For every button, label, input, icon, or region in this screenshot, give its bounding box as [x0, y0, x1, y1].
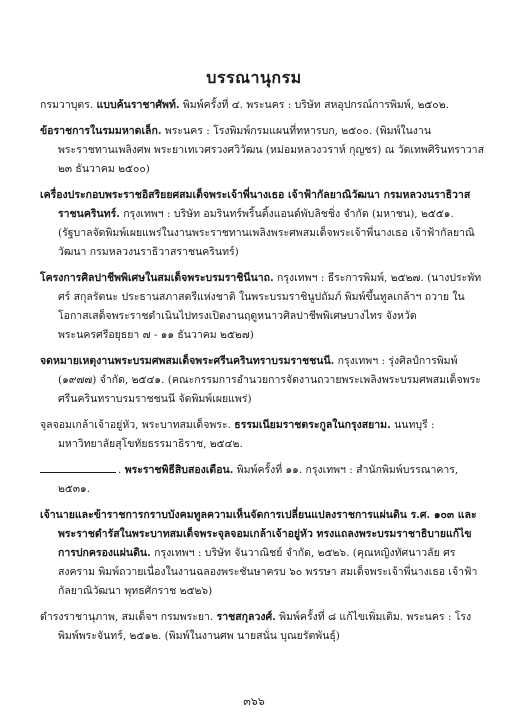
entry-publication-info: กรุงเทพฯ : บริษัท จันวาณิชย์ จำกัด, ๒๕๒๖. (คุณหญิงทัศนาวลัย ศรสงคราม พิมพ์ถวายเนื่องในงานฉลองพระชันษาครบ ๖๐ พรรษา สมเด็จพระเจ้าพี่นางเธอ เจ้าฟ้ากัลยาณิวัฒนา พุทธศักราช ๒๕๒๖)	[58, 547, 478, 597]
page-title: บรรณานุกรม	[206, 68, 302, 87]
bibliography-entry	[40, 352, 486, 409]
bibliography-entry	[40, 186, 486, 262]
entry-publication-info: กรุงเทพฯ : บริษัท อมรินทร์พริ้นติ้งแอนด์พับลิชชิ่ง จำกัด (มหาชน), ๒๕๕๑. (รัฐบาลจัดพิมพ์เผยแพร่ในงานพระราชทานเพลิงพระศพสมเด็จพระเจ้าพี่นางเธอ เจ้าฟ้ากัลยาณิวัฒนา กรมหลวงนราธิวาสราชนครินทร์)	[58, 208, 475, 258]
repeated-author-line	[40, 462, 116, 473]
entry-title: ข้อราชการในรมมหาดเล็ก.	[40, 125, 162, 137]
entry-publication-info: นนทบุรี : มหาวิทยาลัยสุโขทัยธรรมาธิราช, ๒๕๔๒.	[58, 419, 435, 450]
entry-publication-info: พิมพ์ครั้งที่ ๘ แก้ไขเพิ่มเติม. พระนคร : โรงพิมพ์พระจันทร์, ๒๕๑๒. (พิมพ์ในงานศพ นายสนั่น บุณยรัตพันธุ์)	[58, 611, 472, 642]
bibliography-entry: . พระราชพิธีสิบสองเดือน. พิมพ์ครั้งที่ ๑๑. กรุงเทพฯ : สำนักพิมพ์บรรณาคาร, ๒๕๓๑.	[40, 461, 486, 499]
bibliography-entry	[40, 269, 486, 345]
bibliography-entry	[40, 416, 486, 454]
entry-title: จดหมายเหตุงานพระบรมศพสมเด็จพระศรีนครินทราบรมราชชนนี.	[40, 355, 335, 367]
entry-author: กรมวาบุตร.	[40, 99, 94, 111]
page-number: ๓๖๖	[243, 695, 265, 708]
entry-publication-info: กรุงเทพฯ : รุ่งศิลป์การพิมพ์ (๑๙๗๗) จำกัด, ๒๕๔๑. (คณะกรรมการอำนวยการจัดงานถวายพระเพลิงพระบรมศพสมเด็จพระศรีนครินทราบรมราชชนนี จัดพิมพ์เผยแพร่)	[58, 355, 481, 405]
entry-title: โครงการศิลปาชีพพิเศษในสมเด็จพระบรมราชินีนาถ.	[40, 272, 274, 284]
bibliography-list	[0, 96, 508, 653]
entry-title: เจ้านายและข้าราชการกราบบังคมทูลความเห็นจัดการเปลี่ยนแปลงราชการแผ่นดิน ร.ศ. ๑๐๓ และ พระราชดำรัสในพระบาทสมเด็จพระจุลจอมเกล้าเจ้าอยู่หัว ทรงแถลงพระบรมราชาธิบายแก้ไขการปกครองแผ่นดิน.	[40, 509, 477, 559]
entry-author: จุลจอมเกล้าเจ้าอยู่หัว, พระบาทสมเด็จพระ.	[40, 419, 231, 431]
bibliography-entry	[40, 122, 486, 179]
entry-author: ดำรงราชานุภาพ, สมเด็จฯ กรมพระยา.	[40, 611, 214, 623]
entry-publication-info: พิมพ์ครั้งที่ ๔. พระนคร : บริษัท สหอุปกรณ์การพิมพ์, ๒๕๐๒.	[182, 99, 449, 111]
bibliography-entry	[40, 608, 486, 646]
entry-title: ราชสกุลวงศ์.	[216, 611, 276, 623]
entry-publication-info: กรุงเทพฯ : ธีระการพิมพ์, ๒๕๒๗. (นางประพัทศร์ สกุลรัตนะ ประธานสภาสตรีแห่งชาติ ในพระบรมราชินูปถัมภ์ พิมพ์ขึ้นทูลเกล้าฯ ถวาย ในโอกาสเสด็จพระราชดำเนินไปทรงเปิดงานฤดูหนาวศิลปาชีพพิเศษบางไทร จังหวัดพระนครศรีอยุธยา ๗ - ๑๑ ธันวาคม ๒๕๒๗)	[58, 272, 482, 341]
entry-title: เครื่องประกอบพระราชอิสริยยศสมเด็จพระเจ้าพี่นางเธอ เจ้าฟ้ากัลยาณิวัฒนา กรมหลวงนราธิวาสราชนครินทร์.	[40, 189, 471, 220]
entry-title: พระราชพิธีสิบสองเดือน.	[124, 464, 234, 476]
bibliography-entry	[40, 506, 486, 601]
entry-title: แบบค้นราชาศัพท์.	[96, 99, 180, 111]
entry-publication-info: พิมพ์ครั้งที่ ๑๑. กรุงเทพฯ : สำนักพิมพ์บรรณาคาร, ๒๕๓๑.	[58, 464, 459, 495]
entry-publication-info: พระนคร : โรงพิมพ์กรมแผนที่ทหารบก, ๒๕๐๐. (พิมพ์ในงานพระราชทานเพลิงศพ พระยาเทเวศรวงศวิวัฒน (หม่อมหลวงวราห์ กุญชร) ณ วัดเทพศิรินทราวาส ๒๓ ธันวาคม ๒๕๐๐)	[58, 125, 484, 175]
bibliography-entry	[40, 96, 486, 115]
entry-title: ธรรมเนียมราชตระกูลในกรุงสยาม.	[234, 419, 391, 431]
